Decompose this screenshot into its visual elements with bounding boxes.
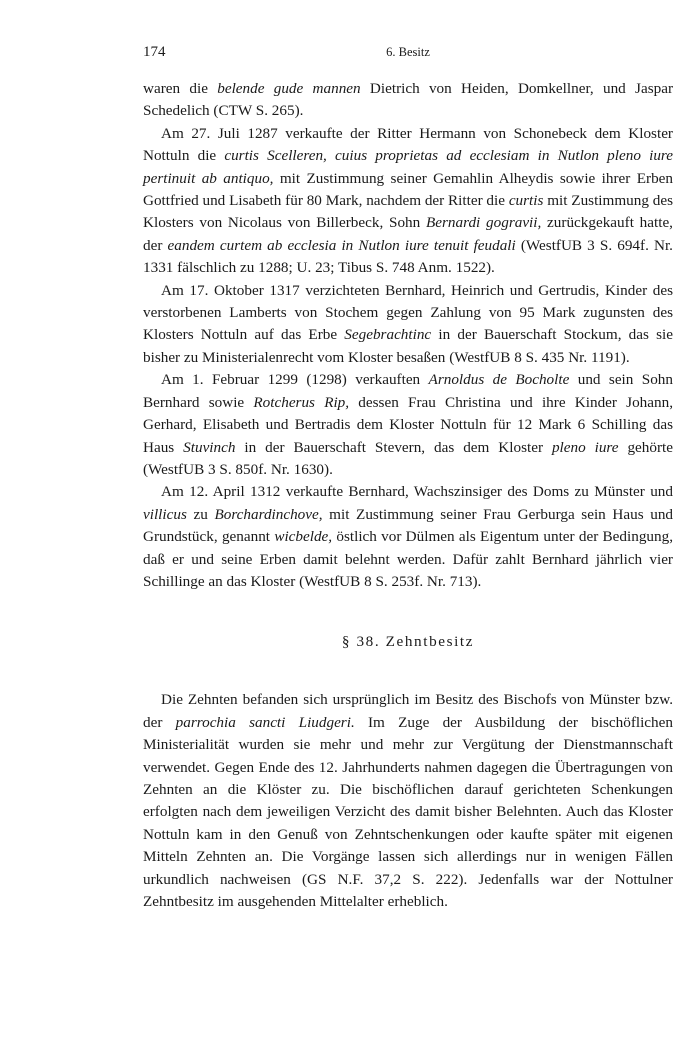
text-run: Die Zehnten befanden sich ursprünglich im Besitz des Bischofs von Münster bzw. der — [143, 691, 673, 731]
body-text-top — [143, 78, 673, 593]
italic-run: curtis — [508, 192, 544, 210]
paragraph — [143, 481, 673, 593]
paragraph — [143, 689, 673, 913]
running-head — [143, 44, 673, 66]
text-run: Im Zuge der Ausbildung der bischöflichen Ministerialität wurden sie mehr und mehr zur Vergütung der Dienstmannschaft verwendet. Gegen Ende des 12. Jahrhunderts nahmen dagegen die Übertragungen von Zehnten an die Klöster zu. Die bischöflichen darauf gerichteten Schenkungen erfolgten nach dem jeweiligen Verzicht des damit bisher Belehnten. Auch das Kloster Nottuln kam in den Genuß von Zehntschenkungen oder kaufte später mit eigenen Mitteln Zehnten an. Die Vorgänge lassen sich allerdings nur in wenigen Fällen urkundlich nachweisen (GS N.F. 37,2 S. 222). Jedenfalls war der Nottulner Zehntbesitz im ausgehenden Mittelalter erheblich. — [143, 713, 673, 910]
text-run: Dietrich von Heiden, Domkellner, und Jaspar Schedelich (CTW S. 265). — [143, 80, 673, 120]
text-run: Am 12. April 1312 verkaufte Bernhard, Wachszinsiger des Doms zu Münster und — [161, 483, 673, 501]
text-run: Am 1. Februar 1299 (1298) verkauften — [161, 371, 429, 389]
paragraph — [143, 369, 673, 481]
italic-run: villicus — [143, 505, 187, 523]
book-page — [143, 44, 673, 913]
text-run: dessen Frau Christina und ihre Kinder Johann, Gerhard, Elisabeth und Bertradis dem Kloster Nottuln für 12 Mark 6 Schilling das Haus — [143, 393, 674, 456]
text-run: Am 27. Juli 1287 verkaufte der Ritter Hermann von Schonebeck dem Kloster Nottuln die — [143, 124, 673, 165]
paragraph — [143, 78, 673, 123]
text-run: und sein Sohn Bernhard sowie — [143, 371, 673, 411]
italic-run: Borchardinchove, — [214, 505, 323, 523]
text-run: mit Zustimmung seiner Frau Gerburga sein Haus und Grundstück, genannt — [143, 505, 674, 546]
italic-run: Segebrachtinc — [344, 326, 432, 344]
italic-run: belende gude mannen — [217, 80, 361, 97]
italic-run: Rotcherus Rip, — [253, 393, 350, 411]
italic-run: pleno iure — [551, 438, 619, 456]
text-run: waren die — [143, 80, 218, 97]
italic-run: Arnoldus de Bocholte — [428, 371, 570, 389]
text-run: mit Zustimmung seiner Gemahlin Alheydis sowie ihrer Erben Gottfried und Lisabeth für 80 Mark, nachdem der Ritter die — [143, 169, 673, 210]
running-title: 6. Besitz — [386, 45, 430, 59]
text-run: gehörte (WestfUB 3 S. 850f. Nr. 1630). — [143, 438, 673, 478]
page-number: 174 — [143, 44, 166, 60]
text-run: mit Zustimmung des Klosters von Nicolaus von Billerbeck, Sohn — [143, 192, 673, 232]
italic-run: Stuvinch — [183, 438, 236, 456]
text-run: in der Bauerschaft Stevern, das dem Kloster — [235, 438, 552, 456]
text-run: (WestfUB 3 S. 694f. Nr. 1331 fälschlich zu 1288; U. 23; Tibus S. 748 Anm. 1522). — [143, 236, 673, 277]
italic-run: Bernardi gogravii, — [426, 214, 542, 232]
text-run: in der Bauerschaft Stockum, das sie bisher zu Ministerialenrecht vom Kloster besaßen (WestfUB 8 S. 435 Nr. 1191). — [143, 326, 673, 366]
section-heading: § 38. Zehntbesitz — [341, 633, 475, 651]
italic-run: wicbelde, — [274, 528, 333, 546]
body-text-bottom — [143, 689, 673, 913]
paragraph — [143, 123, 673, 280]
text-run: Am 17. Oktober 1317 verzichteten Bernhard, Heinrich und Gertrudis, Kinder des verstorbenen Lamberts von Stochem gegen Zahlung von 95 Mark zugunsten des Klosters Nottuln auf das Erbe — [143, 281, 673, 344]
italic-run: eandem curtem ab ecclesia in Nutlon iure tenuit feudali — [167, 236, 516, 254]
paragraph — [143, 280, 673, 370]
text-run: zurückgekauft hatte, der — [143, 214, 673, 254]
italic-run: parrochia sancti Liudgeri. — [175, 713, 355, 731]
italic-run: curtis Scelleren, cuius proprietas ad ecclesiam in Nutlon pleno iure pertinuit ab antiquo, — [143, 147, 673, 187]
text-run: zu — [186, 505, 215, 523]
text-run: östlich vor Dülmen als Eigentum unter der Bedingung, daß er und seine Erben damit belehnt werden. Dafür zahlt Bernhard jährlich vier Schillinge an das Kloster (WestfUB 8 S. 253f. Nr. 713). — [143, 528, 673, 590]
